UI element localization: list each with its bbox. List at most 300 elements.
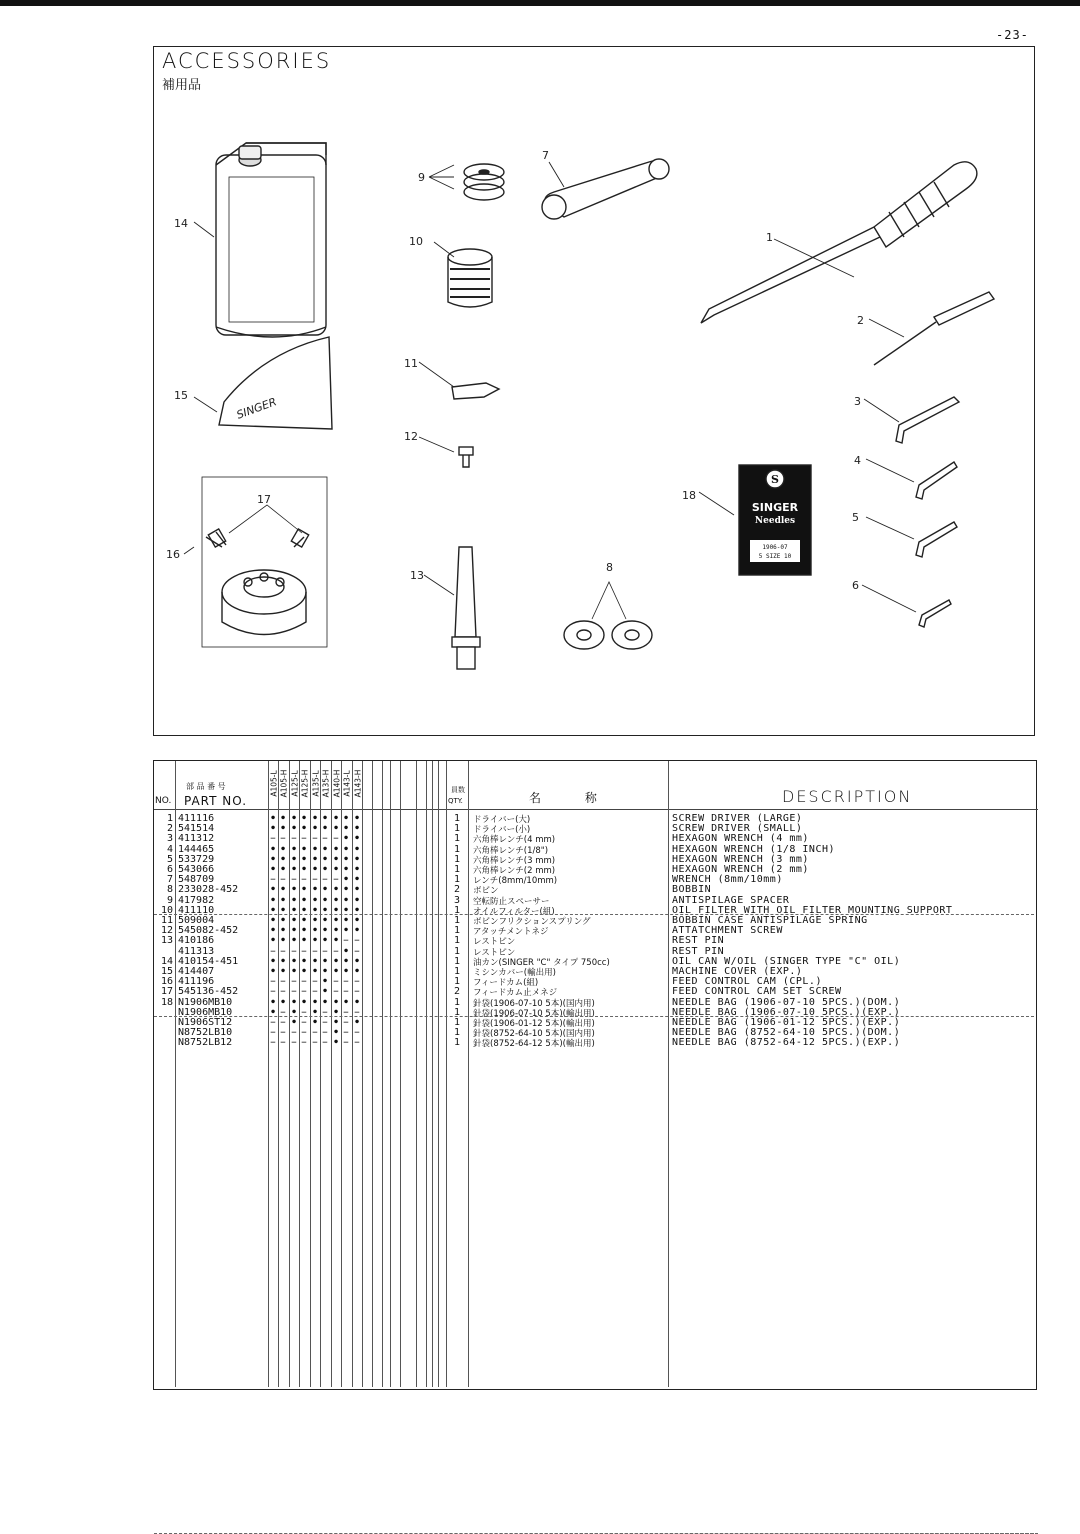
table-row [154, 986, 1034, 999]
model-mark: ● [292, 824, 296, 832]
model-mark: ● [271, 865, 275, 872]
row-part-number: 533729 [178, 853, 215, 865]
row-description: FEED CONTROL CAM SET SCREW [672, 986, 842, 998]
row-name-jp: 六角棒レンチ(3 mm) [473, 855, 556, 866]
table-row [154, 874, 1034, 887]
row-description: FEED CONTROL CAM (CPL.) [672, 976, 822, 988]
model-mark: − [270, 1018, 276, 1028]
model-mark: − [270, 1038, 276, 1049]
row-part-number: 411110 [178, 904, 215, 916]
table-row [154, 1037, 1034, 1050]
model-mark: − [280, 977, 286, 988]
table-row [154, 813, 1034, 823]
model-mark: ● [292, 844, 296, 852]
model-mark: − [322, 834, 328, 845]
model-mark: − [343, 987, 349, 998]
screw-drawing [459, 447, 473, 467]
model-mark: ● [292, 956, 296, 964]
model-mark: ● [334, 936, 338, 944]
model-mark: ● [271, 844, 275, 852]
model-mark: ● [355, 824, 359, 832]
row-qty: 1 [454, 833, 461, 845]
model-mark: ● [281, 885, 285, 893]
model-mark: ● [323, 844, 327, 852]
row-description: REST PIN [672, 935, 725, 947]
model-mark: ● [292, 997, 296, 1005]
model-mark: − [280, 1028, 286, 1039]
model-mark: ● [313, 967, 317, 974]
model-mark: ● [302, 967, 306, 974]
row-part-number: 509004 [178, 915, 215, 926]
col-header-qty: QTY. [448, 797, 463, 805]
model-mark: ● [323, 967, 327, 974]
model-mark: ● [281, 844, 285, 852]
col-header-part-no: PART NO. [184, 794, 248, 808]
needle-pack-brand: SINGER [751, 501, 799, 514]
model-mark: ● [292, 1018, 296, 1025]
row-qty: 1 [454, 1037, 461, 1049]
row-qty: 1 [454, 955, 461, 967]
model-header: A143-L [342, 770, 352, 797]
model-mark: ● [355, 905, 359, 913]
model-mark: − [312, 946, 318, 957]
model-header: A135-L [311, 770, 321, 797]
col-header-part-jp: 部 品 番 号 [186, 782, 226, 791]
model-mark: − [280, 946, 286, 957]
model-mark: ● [323, 814, 327, 821]
row-part-number: 410186 [178, 935, 215, 947]
model-mark: ● [355, 1018, 359, 1025]
model-mark: − [301, 1018, 307, 1028]
model-mark: − [343, 1018, 349, 1028]
model-mark: ● [281, 916, 285, 923]
model-mark: ● [313, 916, 317, 923]
model-mark: ● [302, 854, 306, 862]
bobbin-drawing [564, 582, 652, 649]
model-mark: ● [302, 865, 306, 872]
model-header: A143-H [353, 769, 363, 798]
rest-pin-drawing [452, 547, 480, 669]
model-mark: ● [323, 926, 327, 934]
model-mark: ● [334, 1038, 338, 1046]
model-mark: ● [334, 916, 338, 923]
model-mark: ● [355, 967, 359, 974]
model-mark: ● [323, 977, 327, 985]
model-mark: − [280, 834, 286, 845]
row-part-number: N1906MB10 [178, 996, 233, 1008]
row-qty: 1 [454, 823, 461, 835]
model-mark: ● [355, 875, 359, 883]
row-name-jp: ミシンカバー(輸出用) [473, 968, 556, 978]
model-header: A105-H [279, 769, 289, 798]
col-header-qty-jp: 員数 [451, 786, 465, 794]
model-header: A125-L [290, 770, 300, 797]
model-mark: − [322, 946, 328, 957]
needle-pack-drawing [739, 465, 811, 575]
row-qty: 1 [454, 1017, 461, 1028]
model-mark: ● [334, 997, 338, 1005]
row-name-jp: 空転防止スペーサー [473, 896, 550, 907]
model-mark: ● [292, 936, 296, 944]
col-header-name-jp: 名 称 [529, 791, 597, 805]
oil-filter-drawing [448, 249, 492, 307]
model-mark: ● [313, 885, 317, 893]
model-mark: ● [292, 905, 296, 913]
model-mark: ● [355, 844, 359, 852]
model-mark: ● [271, 854, 275, 862]
model-mark: ● [281, 905, 285, 913]
model-mark: ● [271, 1007, 275, 1015]
wrench-drawing [542, 159, 669, 219]
callout-14: 14 [174, 217, 188, 230]
model-mark: − [322, 875, 328, 886]
model-mark: ● [313, 814, 317, 821]
model-mark: ● [355, 814, 359, 821]
model-mark: ● [292, 1007, 296, 1015]
row-number: 2 [166, 823, 173, 835]
model-mark: ● [302, 814, 306, 821]
model-mark: − [280, 1007, 286, 1018]
model-mark: ● [292, 854, 296, 862]
model-mark: ● [334, 1018, 338, 1025]
table-row [154, 1027, 1034, 1040]
row-name-jp: フィードカム(組) [473, 978, 539, 989]
model-mark: − [301, 1007, 307, 1018]
model-mark: − [291, 946, 297, 957]
model-mark: ● [271, 895, 275, 903]
model-mark: − [354, 946, 360, 957]
model-header: A135-H [321, 769, 331, 798]
row-part-number: 144465 [178, 843, 215, 855]
row-number: 8 [166, 884, 173, 896]
needle-pack-size: 5 SIZE 10 [758, 553, 792, 560]
row-name-jp: 針袋(1906-01-12 5本)(輸出用) [473, 1019, 595, 1029]
model-mark: ● [323, 905, 327, 913]
model-mark: − [322, 1018, 328, 1028]
row-name-jp: 油カン(SINGER "C" タイプ 750cc) [473, 957, 610, 968]
model-mark: ● [334, 1028, 338, 1036]
callout-3: 3 [854, 395, 861, 408]
row-part-number: 411312 [178, 833, 215, 845]
model-mark: ● [313, 865, 317, 872]
row-description: WRENCH (8mm/10mm) [672, 874, 783, 886]
row-name-jp: アタッチメントネジ [473, 927, 549, 938]
oil-can-drawing [216, 143, 326, 337]
model-mark: − [291, 834, 297, 845]
row-number: 14 [160, 955, 173, 967]
model-header: A105-L [269, 770, 279, 797]
row-qty: 1 [454, 874, 461, 886]
row-number: 3 [166, 833, 173, 845]
model-mark: − [312, 987, 318, 998]
table-row [154, 895, 1034, 905]
model-mark: − [333, 977, 339, 988]
parts-illustration [154, 47, 1034, 735]
row-number: 5 [166, 853, 173, 865]
model-mark: ● [302, 926, 306, 934]
model-mark: ● [323, 956, 327, 964]
model-mark: ● [271, 936, 275, 944]
model-mark: − [354, 1007, 360, 1018]
model-mark: ● [355, 916, 359, 923]
table-row [154, 946, 1034, 956]
model-mark: ● [271, 926, 275, 934]
model-mark: ● [334, 824, 338, 832]
model-mark: − [280, 987, 286, 998]
model-mark: − [270, 834, 276, 845]
col-header-description: DESCRIPTION [782, 787, 913, 806]
model-mark: ● [281, 865, 285, 872]
callout-15: 15 [174, 389, 188, 402]
hex-wrench-4-drawing [916, 462, 957, 499]
model-mark: ● [281, 895, 285, 903]
model-mark: − [291, 977, 297, 988]
model-mark: ● [334, 885, 338, 893]
model-mark: − [343, 1028, 349, 1039]
row-qty: 1 [454, 843, 461, 855]
model-mark: ● [281, 956, 285, 964]
row-number: 15 [160, 966, 173, 977]
row-description: BOBBIN [672, 884, 712, 896]
row-qty: 1 [454, 904, 461, 916]
row-number: 10 [160, 904, 173, 916]
page-subtitle: 補用品 [162, 78, 202, 93]
model-mark: ● [344, 814, 348, 821]
model-mark: ● [334, 956, 338, 964]
row-part-number: N1906ST12 [178, 1017, 233, 1028]
model-mark: ● [344, 905, 348, 913]
row-qty: 1 [454, 915, 461, 926]
model-mark: − [280, 1018, 286, 1028]
row-number: 17 [160, 986, 173, 998]
table-row [154, 823, 1034, 836]
model-mark: ● [302, 885, 306, 893]
cover-brand-text: SINGER [234, 395, 279, 422]
table-row [154, 864, 1034, 874]
model-mark: ● [313, 895, 317, 903]
model-mark: ● [281, 936, 285, 944]
row-name-jp: レンチ(8mm/10mm) [473, 876, 558, 887]
row-number: 11 [160, 915, 173, 926]
model-mark: − [333, 875, 339, 886]
row-name-jp: レストピン [473, 937, 516, 948]
row-description: ANTISPILAGE SPACER [672, 894, 790, 906]
model-mark: − [270, 977, 276, 988]
model-mark: ● [344, 916, 348, 923]
table-row [154, 935, 1034, 948]
model-mark: ● [355, 997, 359, 1005]
model-mark: ● [281, 926, 285, 934]
needle-pack-label: Needles [754, 516, 796, 526]
table-row [154, 997, 1034, 1007]
row-description: NEEDLE BAG (8752-64-10 5PCS.)(DOM.) [672, 1027, 901, 1039]
model-mark: − [312, 1028, 318, 1039]
row-qty: 1 [454, 864, 461, 875]
row-part-number: N8752LB12 [178, 1037, 233, 1049]
model-mark: ● [334, 967, 338, 974]
row-part-number: 414407 [178, 966, 215, 977]
illustration-panel [153, 46, 1035, 736]
callout-12: 12 [404, 430, 418, 443]
page-title: ACCESSORIES [162, 49, 332, 73]
model-mark: ● [313, 824, 317, 832]
callout-17: 17 [257, 493, 271, 506]
model-mark: ● [313, 1018, 317, 1025]
model-mark: − [270, 987, 276, 998]
row-qty: 1 [454, 996, 461, 1008]
hex-wrench-6-drawing [919, 600, 951, 627]
model-mark: − [270, 1028, 276, 1039]
model-mark: − [333, 834, 339, 845]
page-number: -23- [996, 28, 1029, 42]
model-mark: ● [271, 967, 275, 974]
model-mark: ● [344, 865, 348, 872]
callout-5: 5 [852, 511, 859, 524]
row-description: SCREW DRIVER (SMALL) [672, 823, 803, 835]
row-name-jp: 針袋(1906-07-10 5本)(輸出用) [473, 1008, 595, 1019]
row-qty: 1 [454, 813, 461, 824]
row-part-number: 233028-452 [178, 884, 239, 896]
table-row [154, 915, 1034, 925]
row-part-number: 417982 [178, 894, 215, 906]
table-row [154, 854, 1034, 864]
model-mark: ● [355, 926, 359, 934]
model-mark: − [343, 1007, 349, 1018]
model-mark: − [270, 875, 276, 886]
model-mark: − [280, 875, 286, 886]
large-screwdriver-drawing [701, 162, 977, 323]
model-mark: ● [271, 885, 275, 893]
row-part-number: 411116 [178, 813, 215, 824]
row-name-jp: レストピン [473, 947, 516, 958]
model-mark: − [333, 946, 339, 957]
model-mark: ● [292, 814, 296, 821]
row-qty: 1 [454, 853, 461, 865]
row-description: HEXAGON WRENCH (1/8 INCH) [672, 843, 836, 855]
callout-10: 10 [409, 235, 423, 248]
model-mark: ● [323, 824, 327, 832]
callout-9: 9 [418, 171, 425, 184]
model-mark: ● [271, 824, 275, 832]
model-mark: ● [323, 854, 327, 862]
model-mark: ● [292, 916, 296, 923]
model-mark: ● [334, 865, 338, 872]
table-row [154, 884, 1034, 897]
row-qty: 1 [454, 1027, 461, 1039]
hex-wrench-5-drawing [916, 522, 957, 557]
table-row [154, 925, 1034, 938]
model-mark: − [301, 987, 307, 998]
model-mark: − [322, 1028, 328, 1039]
row-separator [154, 1016, 1034, 1017]
spring-drawing [452, 383, 499, 399]
model-mark: − [312, 875, 318, 886]
model-mark: − [333, 987, 339, 998]
row-number: 6 [166, 864, 173, 875]
row-qty: 1 [454, 976, 461, 988]
model-mark: ● [344, 824, 348, 832]
model-mark: ● [302, 936, 306, 944]
callout-6: 6 [852, 579, 859, 592]
row-name-jp: 六角棒レンチ(1/8") [473, 845, 549, 856]
row-description: NEEDLE BAG (8752-64-12 5PCS.)(EXP.) [672, 1037, 901, 1049]
model-mark: ● [334, 895, 338, 903]
row-part-number: 548709 [178, 874, 215, 886]
model-mark: ● [271, 905, 275, 913]
row-part-number: 411313 [178, 945, 215, 957]
table-row [154, 833, 1034, 846]
model-mark: − [301, 1028, 307, 1039]
model-mark: − [354, 1038, 360, 1049]
row-description: REST PIN [672, 945, 725, 957]
model-mark: − [354, 936, 360, 947]
model-mark: ● [302, 997, 306, 1005]
row-description: OIL CAN W/OIL (SINGER TYPE "C" OIL) [672, 955, 901, 967]
model-mark: − [301, 946, 307, 957]
model-mark: − [301, 1038, 307, 1049]
callout-16: 16 [166, 548, 180, 561]
row-description: NEEDLE BAG (1906-01-12 5PCS.)(EXP.) [672, 1017, 901, 1028]
model-mark: − [291, 987, 297, 998]
row-name-jp: ドライバー(小) [473, 825, 531, 836]
model-mark: − [354, 1028, 360, 1039]
model-mark: ● [344, 895, 348, 903]
callout-1: 1 [766, 231, 773, 244]
model-mark: ● [344, 854, 348, 862]
model-mark: ● [302, 905, 306, 913]
row-qty: 2 [454, 986, 461, 998]
table-row [154, 956, 1034, 966]
row-part-number: 411196 [178, 976, 215, 988]
model-mark: ● [344, 834, 348, 842]
row-number: 1 [166, 813, 173, 824]
model-mark: ● [302, 824, 306, 832]
model-mark: ● [344, 956, 348, 964]
row-qty: 3 [454, 894, 461, 906]
model-mark: ● [292, 895, 296, 903]
table-row [154, 966, 1034, 976]
model-mark: ● [313, 854, 317, 862]
model-mark: ● [323, 987, 327, 995]
model-mark: ● [292, 885, 296, 893]
model-mark: − [291, 875, 297, 886]
row-name-jp: 針袋(8752-64-12 5本)(輸出用) [473, 1039, 595, 1050]
model-mark: − [301, 875, 307, 886]
callout-2: 2 [857, 314, 864, 327]
row-description: HEXAGON WRENCH (2 mm) [672, 864, 809, 875]
model-mark: ● [344, 844, 348, 852]
model-mark: ● [334, 854, 338, 862]
model-mark: ● [313, 956, 317, 964]
model-mark: ● [302, 844, 306, 852]
model-mark: − [280, 1038, 286, 1049]
model-mark: ● [344, 885, 348, 893]
row-description: BOBBIN CASE ANTISPILAGE SPRING [672, 915, 868, 926]
model-mark: ● [355, 895, 359, 903]
model-mark: − [291, 1028, 297, 1039]
model-mark: ● [271, 956, 275, 964]
row-qty: 1 [454, 966, 461, 977]
model-mark: − [354, 977, 360, 988]
model-mark: − [312, 1038, 318, 1049]
model-mark: ● [323, 865, 327, 872]
row-part-number: 543066 [178, 864, 215, 875]
model-mark: ● [355, 885, 359, 893]
row-number: 18 [160, 996, 173, 1008]
row-part-number: N8752LB10 [178, 1027, 233, 1039]
needle-pack-code: 1906-07 [762, 544, 788, 551]
row-description: ATTATCHMENT SCREW [672, 925, 783, 937]
